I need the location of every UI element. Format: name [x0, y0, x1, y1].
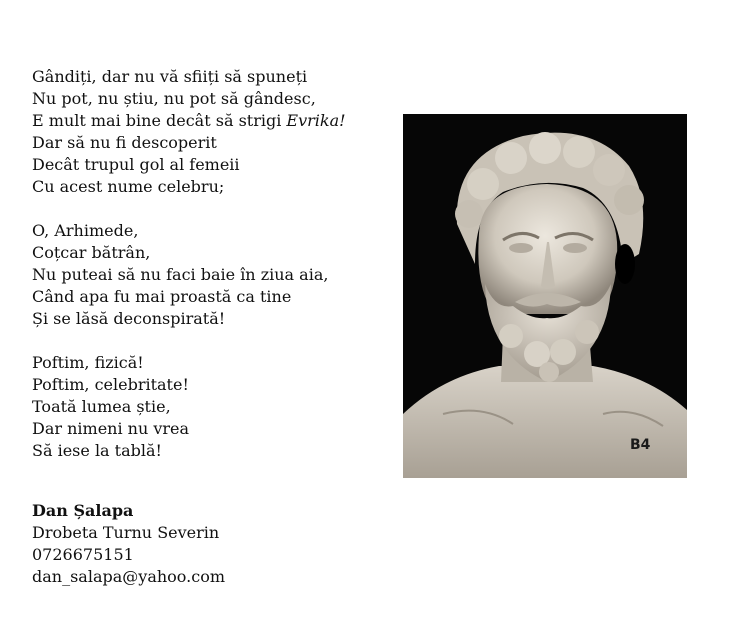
poem-line: Gândiți, dar nu vă sfiiți să spuneți	[32, 67, 308, 86]
stanza-1	[32, 66, 382, 198]
poem-line: Decât trupul gol al femeii	[32, 155, 240, 174]
poem-line: Nu pot, nu știu, nu pot să gândesc,	[32, 89, 316, 108]
poem-line: Poftim, celebritate!	[32, 375, 189, 394]
author-phone: 0726675151	[32, 545, 134, 564]
author-signature	[32, 500, 332, 588]
author-city: Drobeta Turnu Severin	[32, 523, 220, 542]
poem-line: Poftim, fizică!	[32, 353, 144, 372]
poem-line: Cu acest nume celebru;	[32, 177, 225, 196]
author-name: Dan Șalapa	[32, 501, 134, 520]
portrait-image	[403, 114, 687, 478]
poem-line: Dar nimeni nu vrea	[32, 419, 190, 438]
author-email: dan_salapa@yahoo.com	[32, 567, 225, 586]
italic-exclamation: Evrika!	[286, 111, 346, 130]
poem-line: Coțcar bătrân,	[32, 243, 151, 262]
poem-line: Toată lumea știe,	[32, 397, 171, 416]
poem-line-text: E mult mai bine decât să strigi	[32, 111, 287, 130]
poem-line: Nu puteai să nu faci baie în ziua aia,	[32, 265, 329, 284]
poem-line: Să iese la tablă!	[32, 441, 162, 460]
poem-line: O, Arhimede,	[32, 221, 139, 240]
poem-line: Dar să nu fi descoperit	[32, 133, 217, 152]
stanza-2	[32, 220, 382, 330]
poem	[32, 66, 382, 484]
stanza-3	[32, 352, 382, 462]
image-label: B4	[630, 437, 651, 453]
poem-line	[32, 110, 382, 132]
poem-line: Când apa fu mai proastă ca tine	[32, 287, 292, 306]
poem-line: Și se lăsă deconspirată!	[32, 309, 226, 328]
bust-illustration	[403, 114, 687, 478]
